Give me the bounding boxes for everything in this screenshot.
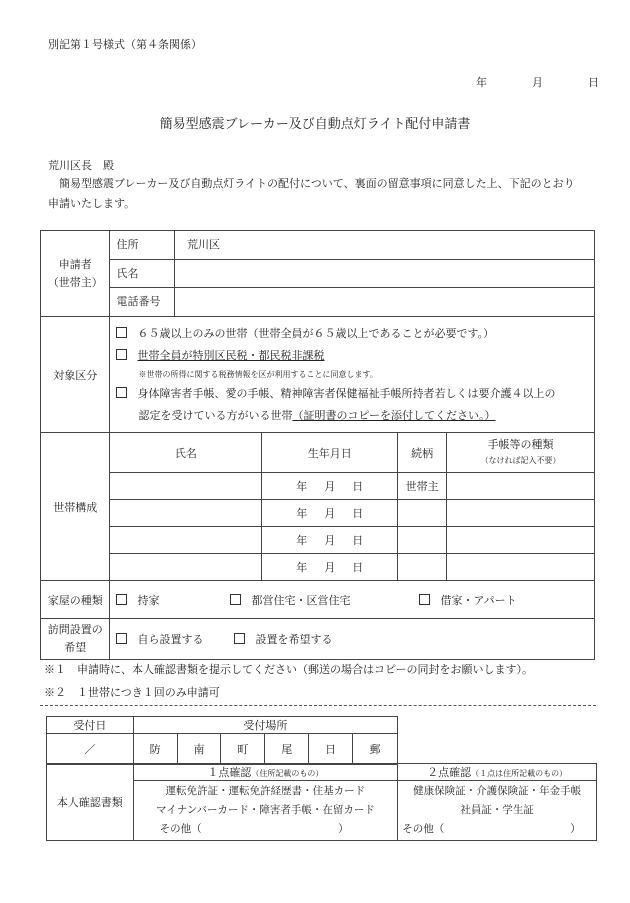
address-row	[110, 231, 595, 260]
two-point-header: ２点確認（１点は住所記載のもの）	[398, 764, 597, 781]
address-field[interactable]: 荒川区	[186, 238, 220, 251]
place-box-6[interactable]: 郵	[353, 734, 398, 765]
office-table	[46, 716, 398, 765]
member-name-cell[interactable]	[110, 500, 262, 527]
checkbox-self-install[interactable]	[116, 633, 127, 644]
member-relation-cell[interactable]	[398, 500, 447, 527]
date-day: 日	[588, 76, 599, 89]
form-reference: 別記第１号様式（第４条関係）	[48, 38, 202, 51]
intro-text: 簡易型感震ブレーカー及び自動点灯ライトの配付について、裏面の留意事項に同意した上、下記のとおり申請いたします。	[48, 177, 575, 210]
household-row	[41, 554, 595, 581]
checkbox-own-house[interactable]	[116, 594, 127, 605]
household-row	[41, 473, 595, 500]
member-book-cell[interactable]	[447, 500, 595, 527]
received-place-label: 受付場所	[133, 717, 397, 734]
name-row	[110, 260, 595, 288]
household-row	[41, 527, 595, 554]
phone-label: 電話番号	[110, 288, 175, 316]
col-book: 手帳等の種類 （なければ記入不要）	[447, 433, 595, 473]
household-label: 世帯構成	[41, 433, 110, 581]
member-relation-cell[interactable]	[398, 554, 447, 581]
page-title: 簡易型感震ブレーカー及び自動点灯ライト配付申請書	[159, 117, 471, 132]
name-label: 氏名	[110, 260, 175, 287]
member-birth-cell[interactable]: 年 月 日	[262, 554, 398, 581]
received-date-field[interactable]: ／	[47, 734, 134, 765]
target-label: 対象区分	[41, 317, 110, 433]
two-point-docs: 健康保険証・介護保険証・年金手帳 社員証・学生証 その他（ ）	[398, 781, 597, 841]
date-month: 月	[532, 76, 543, 89]
place-box-2[interactable]: 南	[177, 734, 221, 765]
target-option-2-note: ※世帯の所得に関する税務情報を区が利用することに同意します。	[138, 369, 378, 379]
col-birth: 生年月日	[262, 433, 398, 473]
target-option-2: 世帯全員が特別区民税・都民税非課税	[110, 345, 594, 367]
place-box-4[interactable]: 尾	[265, 734, 309, 765]
house-type-options: 持家 都営住宅・区営住宅 借家・アパート	[110, 581, 595, 619]
member-name-cell[interactable]	[110, 527, 262, 554]
received-date-label: 受付日	[47, 717, 134, 734]
member-name-cell[interactable]	[110, 554, 262, 581]
note-1: ※１ 申請時に、本人確認書類を提示してください（郵送の場合はコピーの同封をお願いします）。	[44, 663, 534, 676]
member-relation-cell[interactable]: 世帯主	[398, 473, 447, 500]
id-docs-label: 本人確認書類	[47, 764, 134, 841]
col-name: 氏名	[110, 433, 262, 473]
house-type-label: 家屋の種類	[41, 581, 110, 619]
member-birth-cell[interactable]: 年 月 日	[262, 527, 398, 554]
target-option-3-cont: 認定を受けている方がいる世帯（証明書のコピーを添付してください。）	[138, 408, 496, 422]
date-year: 年	[476, 76, 487, 89]
member-book-cell[interactable]	[447, 554, 595, 581]
checkbox-tax-exempt[interactable]	[116, 349, 127, 360]
addressee: 荒川区長 殿	[48, 159, 114, 172]
household-row	[41, 500, 595, 527]
member-name-cell[interactable]	[110, 473, 262, 500]
one-point-header: １点確認（住所記載のもの）	[133, 764, 398, 781]
checkbox-public-housing[interactable]	[230, 594, 241, 605]
member-birth-cell[interactable]: 年 月 日	[262, 500, 398, 527]
checkbox-senior[interactable]	[116, 327, 127, 338]
address-label: 住所	[110, 231, 175, 259]
place-box-5[interactable]: 日	[309, 734, 353, 765]
install-options: 自ら設置する 設置を希望する	[110, 619, 595, 660]
application-table	[40, 230, 595, 660]
place-box-3[interactable]: 町	[221, 734, 265, 765]
member-relation-cell[interactable]	[398, 527, 447, 554]
note-2: ※２ １世帯につき１回のみ申請可	[44, 686, 220, 699]
one-point-docs: 運転免許証・運転免許経歴書・住基カード マイナンバーカード・障害者手帳・在留カード その他（ ）	[133, 781, 398, 841]
member-birth-cell[interactable]: 年 月 日	[262, 473, 398, 500]
target-option-1: ６５歳以上のみの世帯（世帯全員が６５歳以上であることが必要です。）	[110, 323, 594, 345]
checkbox-visit-install[interactable]	[234, 633, 245, 644]
member-book-cell[interactable]	[447, 527, 595, 554]
target-option-3: 身体障害者手帳、愛の手帳、精神障害者保健福祉手帳所持者若しくは要介護４以上の	[110, 383, 594, 405]
col-relation: 続柄	[398, 433, 447, 473]
phone-row	[110, 288, 595, 317]
date-line	[476, 74, 599, 90]
member-book-cell[interactable]	[447, 473, 595, 500]
checkbox-rental[interactable]	[419, 594, 430, 605]
id-check-table	[46, 763, 597, 841]
applicant-label: 申請者 （世帯主）	[41, 231, 110, 317]
checkbox-disability[interactable]	[116, 387, 127, 398]
cut-line	[40, 705, 596, 706]
target-options	[110, 317, 595, 433]
place-box-1[interactable]: 防	[133, 734, 177, 765]
install-label: 訪問設置の 希望	[41, 619, 110, 660]
